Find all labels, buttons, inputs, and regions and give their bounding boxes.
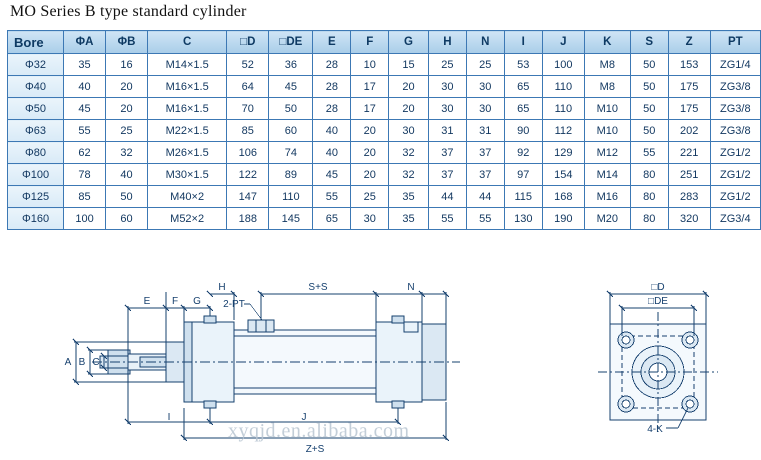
- column-header-pt: PT: [710, 31, 760, 54]
- cell-i: 90: [504, 120, 542, 142]
- table-header-row: [8, 31, 761, 54]
- cell-bore: Φ80: [8, 142, 64, 164]
- label-z-plus-s: Z+S: [305, 444, 325, 455]
- column-header-k: K: [584, 31, 630, 54]
- cell-pt: ZG1/2: [710, 186, 760, 208]
- cell-n: 37: [466, 164, 504, 186]
- cell-phi-a: 78: [64, 164, 106, 186]
- table-header: [8, 31, 761, 54]
- cell-d: 106: [227, 142, 269, 164]
- cell-pt: ZG3/4: [710, 208, 760, 230]
- cell-j: 168: [542, 186, 584, 208]
- cell-h: 44: [428, 186, 466, 208]
- cell-e: 28: [313, 98, 351, 120]
- cell-phi-a: 35: [64, 54, 106, 76]
- cell-n: 30: [466, 76, 504, 98]
- column-header-h: H: [428, 31, 466, 54]
- label-e: E: [143, 296, 151, 307]
- cell-f: 17: [351, 76, 389, 98]
- cell-h: 30: [428, 76, 466, 98]
- cell-e: 28: [313, 76, 351, 98]
- cell-c: M26×1.5: [147, 142, 226, 164]
- label-square-de: □DE: [648, 296, 668, 307]
- table-row: [8, 54, 761, 76]
- cell-z: 175: [668, 98, 710, 120]
- cell-bore: Φ125: [8, 186, 64, 208]
- cell-phi-a: 55: [64, 120, 106, 142]
- cell-phi-b: 60: [106, 208, 148, 230]
- cell-k: M12: [584, 142, 630, 164]
- cell-s: 80: [630, 208, 668, 230]
- table-row: [8, 120, 761, 142]
- cell-s: 80: [630, 186, 668, 208]
- cell-h: 31: [428, 120, 466, 142]
- cell-de: 89: [269, 164, 313, 186]
- table-row: [8, 208, 761, 230]
- cell-bore: Φ100: [8, 164, 64, 186]
- column-header-phi-b: ΦB: [106, 31, 148, 54]
- cell-z: 251: [668, 164, 710, 186]
- column-header-i: I: [504, 31, 542, 54]
- cell-h: 37: [428, 142, 466, 164]
- column-header-e: E: [313, 31, 351, 54]
- table-row: [8, 76, 761, 98]
- cell-j: 190: [542, 208, 584, 230]
- label-j: J: [301, 412, 307, 423]
- cell-g: 35: [389, 208, 429, 230]
- cell-d: 147: [227, 186, 269, 208]
- cell-n: 30: [466, 98, 504, 120]
- cell-s: 50: [630, 120, 668, 142]
- cell-f: 30: [351, 208, 389, 230]
- cell-g: 20: [389, 98, 429, 120]
- table-row: [8, 98, 761, 120]
- label-n: N: [407, 282, 415, 293]
- cell-i: 130: [504, 208, 542, 230]
- label-i: I: [167, 412, 171, 423]
- cell-j: 110: [542, 98, 584, 120]
- cell-c: M40×2: [147, 186, 226, 208]
- cell-e: 55: [313, 186, 351, 208]
- cell-k: M20: [584, 208, 630, 230]
- cell-phi-b: 32: [106, 142, 148, 164]
- column-header-s: S: [630, 31, 668, 54]
- cell-bore: Φ63: [8, 120, 64, 142]
- cell-pt: ZG1/2: [710, 142, 760, 164]
- cell-f: 20: [351, 164, 389, 186]
- cell-n: 37: [466, 142, 504, 164]
- column-header-bore: Bore: [8, 31, 64, 54]
- label-2-pt: 2-PT: [223, 299, 245, 310]
- cell-i: 65: [504, 98, 542, 120]
- cell-bore: Φ32: [8, 54, 64, 76]
- cell-k: M8: [584, 76, 630, 98]
- cell-j: 110: [542, 76, 584, 98]
- cell-h: 25: [428, 54, 466, 76]
- cell-j: 154: [542, 164, 584, 186]
- cell-k: M10: [584, 98, 630, 120]
- specification-table: [7, 30, 761, 230]
- cell-de: 45: [269, 76, 313, 98]
- cell-bore: Φ50: [8, 98, 64, 120]
- cell-c: M30×1.5: [147, 164, 226, 186]
- cell-de: 74: [269, 142, 313, 164]
- cell-f: 17: [351, 98, 389, 120]
- cell-s: 50: [630, 54, 668, 76]
- cell-s: 80: [630, 164, 668, 186]
- cell-e: 45: [313, 164, 351, 186]
- cell-de: 60: [269, 120, 313, 142]
- cell-g: 35: [389, 186, 429, 208]
- cell-d: 70: [227, 98, 269, 120]
- label-f: F: [171, 296, 179, 307]
- cell-phi-b: 20: [106, 76, 148, 98]
- cell-pt: ZG1/2: [710, 164, 760, 186]
- cell-pt: ZG3/8: [710, 120, 760, 142]
- column-header-z: Z: [668, 31, 710, 54]
- column-header-n: N: [466, 31, 504, 54]
- cell-d: 122: [227, 164, 269, 186]
- cell-phi-b: 16: [106, 54, 148, 76]
- cell-phi-a: 62: [64, 142, 106, 164]
- column-header-phi-a: ΦA: [64, 31, 106, 54]
- cell-e: 40: [313, 142, 351, 164]
- cell-g: 20: [389, 76, 429, 98]
- cell-f: 25: [351, 186, 389, 208]
- cell-g: 32: [389, 142, 429, 164]
- cell-n: 55: [466, 208, 504, 230]
- cell-phi-b: 50: [106, 186, 148, 208]
- cell-k: M10: [584, 120, 630, 142]
- cell-d: 64: [227, 76, 269, 98]
- column-header-g: G: [389, 31, 429, 54]
- cell-h: 30: [428, 98, 466, 120]
- cell-c: M16×1.5: [147, 98, 226, 120]
- cell-d: 188: [227, 208, 269, 230]
- watermark-text: xyqjd.en.alibaba.com: [228, 420, 410, 442]
- cell-phi-a: 100: [64, 208, 106, 230]
- cell-phi-a: 45: [64, 98, 106, 120]
- cell-k: M14: [584, 164, 630, 186]
- cell-d: 85: [227, 120, 269, 142]
- cell-g: 15: [389, 54, 429, 76]
- cell-phi-a: 40: [64, 76, 106, 98]
- label-b: B: [78, 357, 86, 368]
- column-header-j: J: [542, 31, 584, 54]
- cell-d: 52: [227, 54, 269, 76]
- label-h: H: [218, 282, 226, 293]
- cell-f: 10: [351, 54, 389, 76]
- column-header-f: F: [351, 31, 389, 54]
- label-c: C: [92, 357, 100, 368]
- cell-i: 65: [504, 76, 542, 98]
- label-a: A: [64, 357, 72, 368]
- cell-f: 20: [351, 120, 389, 142]
- cell-h: 55: [428, 208, 466, 230]
- cell-n: 44: [466, 186, 504, 208]
- label-square-d: □D: [651, 282, 665, 293]
- cell-phi-b: 25: [106, 120, 148, 142]
- column-header-c: C: [147, 31, 226, 54]
- table-body: [8, 54, 761, 230]
- cell-z: 175: [668, 76, 710, 98]
- cell-c: M16×1.5: [147, 76, 226, 98]
- cell-g: 30: [389, 120, 429, 142]
- cell-j: 100: [542, 54, 584, 76]
- cell-c: M22×1.5: [147, 120, 226, 142]
- cell-f: 20: [351, 142, 389, 164]
- table-row: [8, 164, 761, 186]
- column-header-de: □DE: [269, 31, 313, 54]
- cell-z: 202: [668, 120, 710, 142]
- cell-h: 37: [428, 164, 466, 186]
- cell-de: 50: [269, 98, 313, 120]
- cell-e: 40: [313, 120, 351, 142]
- cell-s: 50: [630, 76, 668, 98]
- cell-k: M8: [584, 54, 630, 76]
- cell-s: 55: [630, 142, 668, 164]
- cell-k: M16: [584, 186, 630, 208]
- cell-bore: Φ160: [8, 208, 64, 230]
- cell-pt: ZG3/8: [710, 76, 760, 98]
- cell-pt: ZG3/8: [710, 98, 760, 120]
- label-g: G: [193, 296, 201, 307]
- cell-n: 25: [466, 54, 504, 76]
- cell-s: 50: [630, 98, 668, 120]
- cell-i: 53: [504, 54, 542, 76]
- cell-de: 110: [269, 186, 313, 208]
- cell-n: 31: [466, 120, 504, 142]
- table-row: [8, 186, 761, 208]
- cell-e: 28: [313, 54, 351, 76]
- cell-g: 32: [389, 164, 429, 186]
- cell-pt: ZG1/4: [710, 54, 760, 76]
- cell-c: M14×1.5: [147, 54, 226, 76]
- cell-phi-b: 20: [106, 98, 148, 120]
- cell-de: 145: [269, 208, 313, 230]
- cell-c: M52×2: [147, 208, 226, 230]
- cell-j: 129: [542, 142, 584, 164]
- cell-de: 36: [269, 54, 313, 76]
- label-4-k: 4-K: [647, 424, 663, 435]
- cell-z: 320: [668, 208, 710, 230]
- label-s-plus-s: S+S: [308, 282, 328, 293]
- cell-z: 283: [668, 186, 710, 208]
- cell-j: 112: [542, 120, 584, 142]
- cell-i: 97: [504, 164, 542, 186]
- cell-z: 153: [668, 54, 710, 76]
- cell-bore: Φ40: [8, 76, 64, 98]
- page-title: MO Series B type standard cylinder: [10, 3, 247, 20]
- column-header-d: □D: [227, 31, 269, 54]
- cell-e: 65: [313, 208, 351, 230]
- cell-z: 221: [668, 142, 710, 164]
- cell-i: 92: [504, 142, 542, 164]
- cell-phi-b: 40: [106, 164, 148, 186]
- table-row: [8, 142, 761, 164]
- cell-i: 115: [504, 186, 542, 208]
- cell-phi-a: 85: [64, 186, 106, 208]
